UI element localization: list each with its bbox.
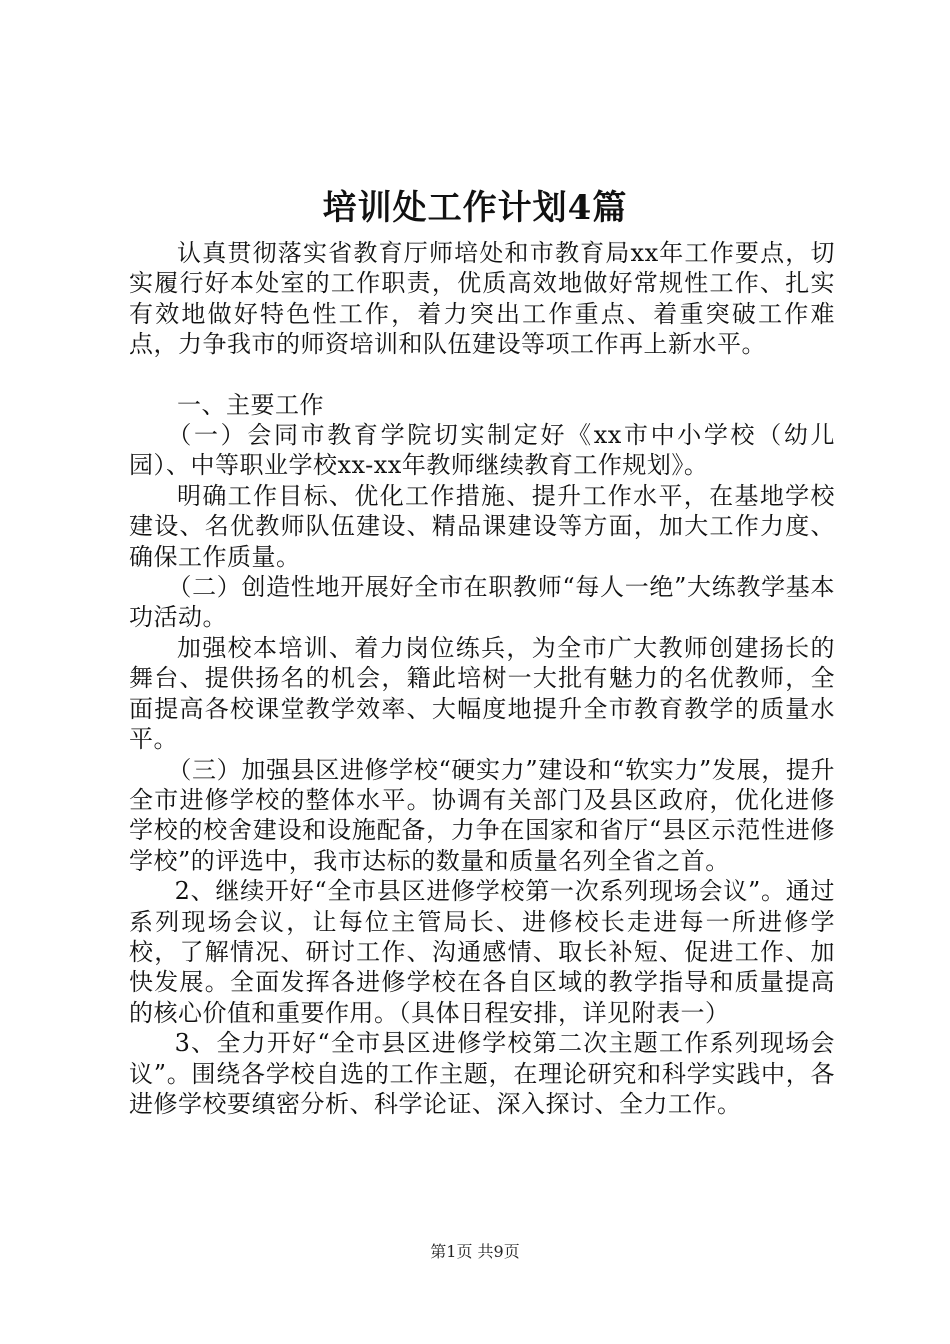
paragraph-spacer bbox=[129, 360, 835, 390]
section-heading-main-work: 一、主要工作 bbox=[177, 390, 324, 419]
item-one-heading: （一）会同市教育学院切实制定好《xx市中小学校（幼儿园）、中等职业学校xx-xx年教师继续教育工作规划》。 bbox=[129, 421, 835, 480]
item-one-detail: 明确工作目标、优化工作措施、提升工作水平，在基地学校建设、名优教师队伍建设、精品课建设等方面，加大工作力度、确保工作质量。 bbox=[129, 481, 835, 571]
document-body bbox=[129, 238, 835, 1119]
page-number-footer: 第1页 共9页 bbox=[430, 1242, 520, 1261]
item-two-detail: 加强校本培训、着力岗位练兵，为全市广大教师创建扬长的舞台、提供扬名的机会，籍此培树一大批有魅力的名优教师，全面提高各校课堂教学效率、大幅度地提升全市教育教学的质量水平。 bbox=[129, 633, 835, 754]
intro-paragraph: 认真贯彻落实省教育厅师培处和市教育局xx年工作要点，切实履行好本处室的工作职责，优质高效地做好常规性工作、扎实有效地做好特色性工作，着力突出工作重点、着重突破工作难点，力争我市的师资培训和队伍建设等项工作再上新水平。 bbox=[129, 239, 835, 359]
item-three-paragraph: （三）加强县区进修学校“硬实力”建设和“软实力”发展，提升全市进修学校的整体水平。协调有关部门及县区政府，优化进修学校的校舍建设和设施配备，力争在国家和省厅“县区示范性进修学校”的评选中，我市达标的数量和质量名列全省之首。 bbox=[129, 755, 835, 875]
item-3-paragraph: 3、全力开好“全市县区进修学校第二次主题工作系列现场会议”。围绕各学校自选的工作主题，在理论研究和科学实践中，各进修学校要缜密分析、科学论证、深入探讨、全力工作。 bbox=[129, 1029, 835, 1118]
item-two-heading: （二）创造性地开展好全市在职教师“每人一绝”大练教学基本功活动。 bbox=[129, 573, 835, 632]
document-title: 培训处工作计划4篇 bbox=[322, 188, 628, 228]
item-2-paragraph: 2、继续开好“全市县区进修学校第一次系列现场会议”。通过系列现场会议，让每位主管局长、进修校长走进每一所进修学校，了解情况、研讨工作、沟通感情、取长补短、促进工作、加快发展。全面发挥各进修学校在各自区域的教学指导和质量提高的核心价值和重要作用。（具体日程安排，详见附表一） bbox=[129, 877, 835, 1027]
